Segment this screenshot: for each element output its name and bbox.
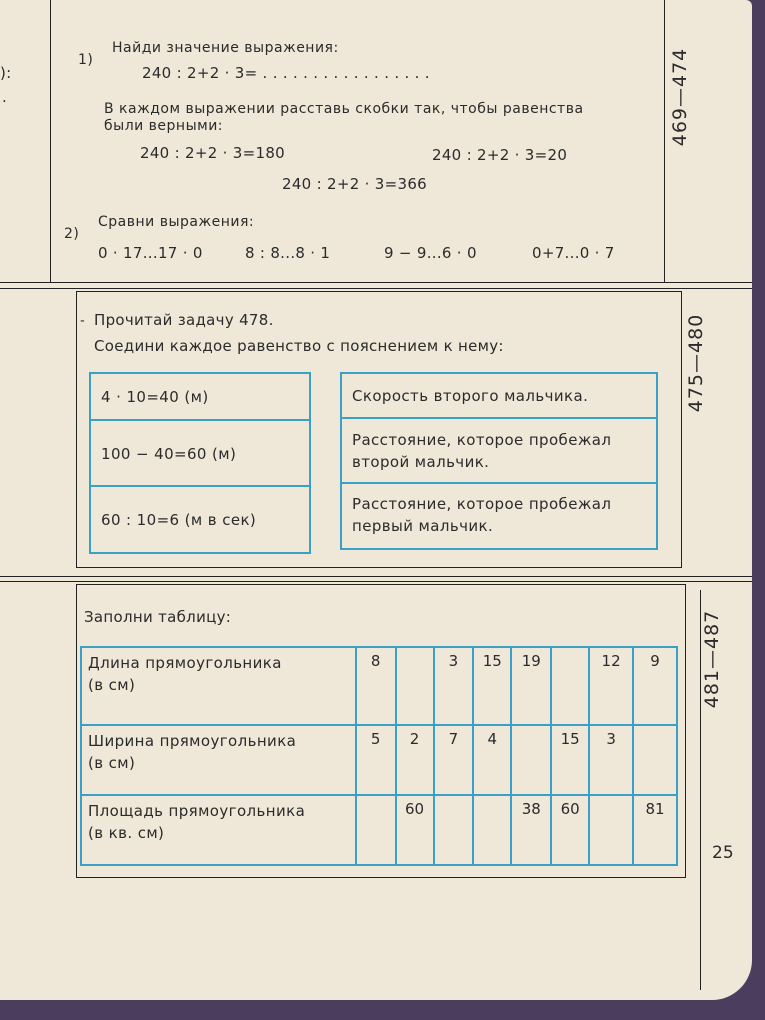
table-cell[interactable]: 60 (396, 795, 434, 865)
table-cell[interactable] (633, 725, 677, 795)
table-cell[interactable]: 9 (633, 647, 677, 725)
section1-right-border (664, 0, 665, 282)
explanation-1-line-1: Скорость второго мальчика. (352, 387, 589, 405)
explanation-2-line-2: второй мальчик. (352, 453, 490, 471)
fill-table-title: Заполни таблицу: (84, 608, 232, 626)
table-cell[interactable] (356, 795, 396, 865)
table-cell[interactable] (551, 647, 589, 725)
row-label-area: Площадь прямоугольника (в кв. см) (81, 795, 356, 865)
table-cell[interactable]: 8 (356, 647, 396, 725)
table-cell[interactable]: 12 (589, 647, 633, 725)
explanation-3-line-2: первый мальчик. (352, 517, 494, 535)
connect-instruction: Соедини каждое равенство с пояснением к нему: (94, 337, 504, 355)
task1-number: 1) (78, 52, 94, 68)
task1-instruction-line2: были верными: (104, 118, 224, 134)
table-cell[interactable]: 3 (434, 647, 474, 725)
table-cell[interactable]: 15 (551, 725, 589, 795)
row-label-width: Ширина прямоугольника (в см) (81, 725, 356, 795)
equation-card-3[interactable]: 60 : 10=6 (м в сек) (101, 511, 257, 529)
divider-1b (0, 288, 752, 289)
task2-title: Сравни выражения: (98, 214, 255, 230)
section2-range: 475—480 (685, 313, 707, 413)
explanation-card-3[interactable] (342, 484, 656, 548)
compare-item-2: 8 : 8...8 · 1 (245, 244, 331, 262)
table-cell[interactable]: 3 (589, 725, 633, 795)
explanation-card-1[interactable] (342, 374, 656, 419)
table-cell[interactable]: 38 (511, 795, 551, 865)
table-cell[interactable] (396, 647, 434, 725)
page-number: 25 (712, 843, 734, 863)
explanation-3-line-1: Расстояние, которое пробежал (352, 495, 612, 513)
read-task-text: Прочитай задачу 478. (94, 311, 274, 329)
equation-card-2[interactable]: 100 − 40=60 (м) (91, 421, 309, 487)
divider-2b (0, 581, 752, 582)
explanations-box (340, 372, 658, 550)
table-cell[interactable]: 7 (434, 725, 474, 795)
table-cell[interactable]: 2 (396, 725, 434, 795)
table-row-area (81, 795, 677, 865)
equation-366: 240 : 2+2 · 3=366 (282, 175, 428, 193)
table-cell[interactable] (589, 795, 633, 865)
right-margin-rule (700, 590, 701, 990)
table-cell[interactable]: 19 (511, 647, 551, 725)
table-cell[interactable] (434, 795, 474, 865)
section1-range: 469—474 (669, 47, 691, 147)
equation-180: 240 : 2+2 · 3=180 (140, 144, 286, 162)
table-cell[interactable]: 5 (356, 725, 396, 795)
section1-left-border (50, 0, 51, 282)
rectangle-table (80, 646, 678, 866)
table-cell[interactable]: 15 (473, 647, 511, 725)
table-cell[interactable] (511, 725, 551, 795)
table-row-length (81, 647, 677, 725)
table-cell[interactable]: 4 (473, 725, 511, 795)
read-task-tick: ˗ (80, 311, 86, 329)
section3-range: 481—487 (701, 609, 723, 709)
margin-dot: . (2, 88, 8, 106)
explanation-card-2[interactable] (342, 419, 656, 484)
task1-title: Найди значение выражения: (112, 40, 339, 56)
compare-item-3: 9 − 9...6 · 0 (384, 244, 477, 262)
equation-card-1[interactable]: 4 · 10=40 (м) (91, 374, 309, 421)
explanation-2-line-1: Расстояние, которое пробежал (352, 431, 612, 449)
table-row-width (81, 725, 677, 795)
task1-expression: 240 : 2+2 · 3= . . . . . . . . . . . . . . . . . (142, 64, 430, 82)
table-cell[interactable]: 81 (633, 795, 677, 865)
divider-2a (0, 576, 752, 577)
table-cell[interactable] (473, 795, 511, 865)
compare-item-1: 0 · 17...17 · 0 (98, 244, 203, 262)
compare-item-4: 0+7...0 · 7 (532, 244, 615, 262)
row-label-length: Длина прямоугольника (в см) (81, 647, 356, 725)
task2-number: 2) (64, 226, 80, 242)
table-cell[interactable]: 60 (551, 795, 589, 865)
equation-20: 240 : 2+2 · 3=20 (432, 146, 568, 164)
divider-1a (0, 282, 752, 283)
margin-mark: ): (0, 64, 12, 82)
equations-box (89, 372, 311, 554)
task1-instruction-line1: В каждом выражении расставь скобки так, чтобы равенства (104, 101, 584, 117)
